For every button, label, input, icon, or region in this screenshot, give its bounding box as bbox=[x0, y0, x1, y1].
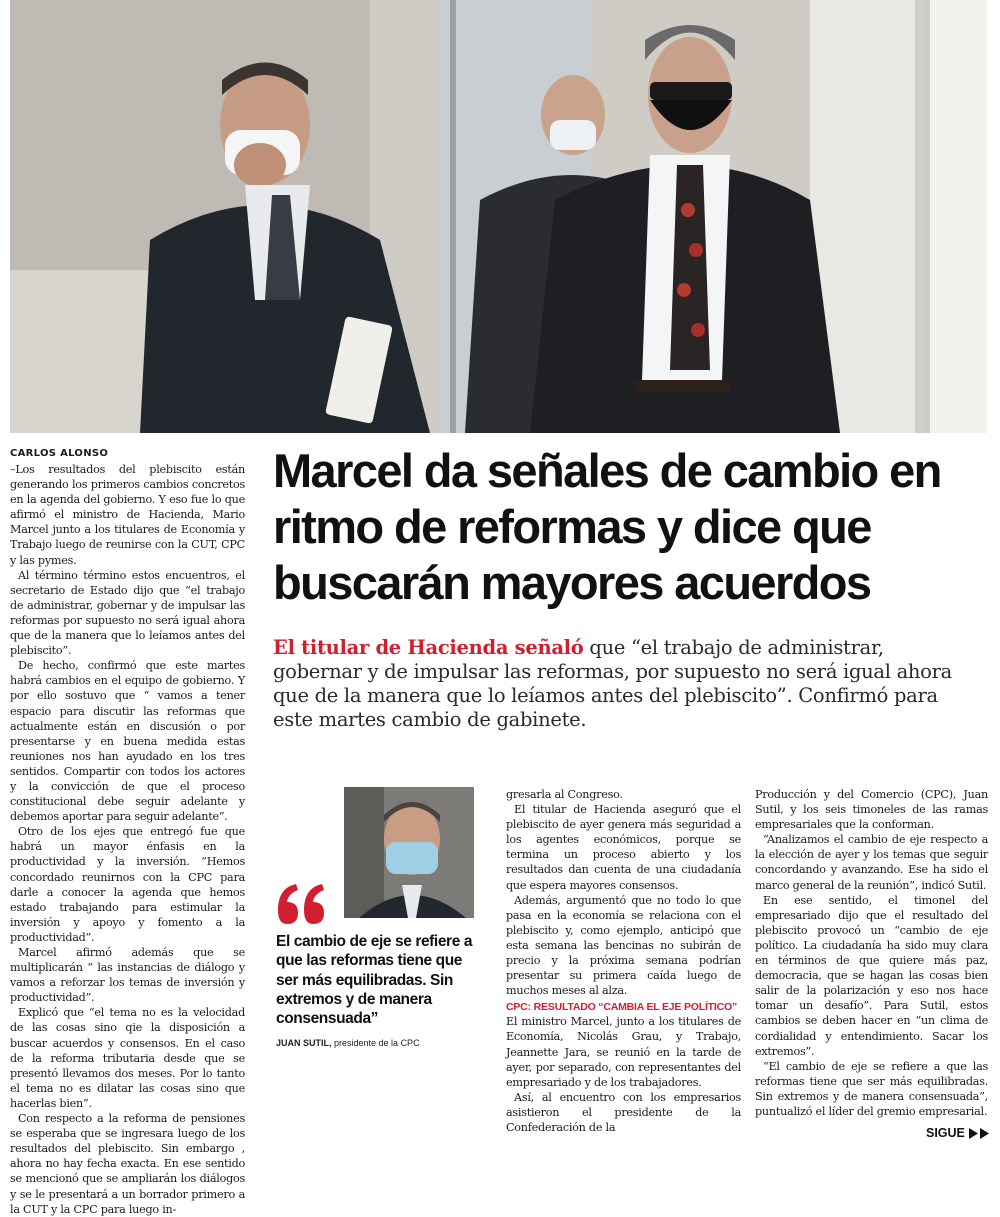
main-photo-illustration bbox=[10, 0, 987, 433]
paragraph: gresarla al Congreso. bbox=[506, 788, 623, 801]
paragraph: Así, al encuentro con los empresarios asistieron el presidente de la Confederación de la bbox=[506, 1090, 741, 1134]
paragraph: Producción y del Comercio (CPC), Juan Sutil, y los seis timoneles de las ramas empresariales que la conforman. bbox=[755, 788, 988, 832]
continue-marker bbox=[926, 1126, 990, 1140]
paragraph: Con respecto a la reforma de pensiones se esperaba que se ingresara luego de los resultados del plebiscito. Sin embargo , ahora no hay fecha exacta. En ese sentido se mencionó que se ampliarán los diálogos y se le presentará a un borrador primero a la CUT y la CPC para luego in- bbox=[10, 1112, 245, 1216]
quote-portrait bbox=[344, 787, 474, 918]
pull-quote: El cambio de eje se refiere a que las reformas tiene que ser más equilibradas. Sin extremos y de manera consensuada” bbox=[276, 933, 473, 1028]
paragraph: Marcel afirmó además que se multiplicarán “ las instancias de diálogo y vamos a reforzar los temas de inversión y productividad”. bbox=[10, 946, 245, 1005]
byline: CARLOS ALONSO bbox=[10, 448, 109, 459]
left-column bbox=[10, 462, 245, 1217]
paragraph: “El cambio de eje se refiere a que las reformas tiene que ser más equilibradas. Sin extremos y de manera consensuada”, puntualizó el líder del gremio empresarial. bbox=[755, 1059, 988, 1118]
quote-author: JUAN SUTIL, bbox=[276, 1038, 332, 1048]
paragraph: El titular de Hacienda aseguró que el plebiscito de ayer genera más seguridad a los agentes económicos, porque se termina un proceso abierto y los resultados dan cuenta de una ciudadanía que espera mayores consensos. bbox=[506, 803, 741, 892]
lead-paragraph bbox=[273, 636, 978, 732]
paragraph: Al término término estos encuentros, el secretario de Estado dijo que “el trabajo de administrar, gobernar y de impulsar las reformas por supuesto no será igual ahora que de la manera que lo leíamos antes del plebiscito”. bbox=[10, 568, 245, 658]
quote-role: presidente de la CPC bbox=[331, 1038, 420, 1048]
paragraph: Otro de los ejes que entregó fue que habrá un mayor énfasis en la productividad y la inversión. “Hemos concordado reunirnos con la CPC para darle a conocer la agenda que hemos estado trabajando para estimular la inversión y apoyo y fomento a la productividad”. bbox=[10, 825, 245, 944]
paragraph: En ese sentido, el timonel del empresariado dijo que el resultado del plebiscito provocó un “cambio de eje político. La ciudadanía ha sido muy clara en términos de que quiere más paz, democracia, que se hagan las cosas bien salir de la polarización y eso nos hace tomar un desafío”. Para Sutil, estos cambios se deben hacer en “un clima de cordialidad y entendimiento. Sacar los extremos”. bbox=[755, 893, 988, 1058]
headline: Marcel da señales de cambio en ritmo de reformas y dice que buscarán mayores acuerdos bbox=[273, 444, 941, 609]
quote-mark-icon bbox=[274, 880, 330, 926]
column-four bbox=[755, 787, 988, 1119]
paragraph: Explicó que “el tema no es la velocidad de las cosas sino qie la disposición a buscar acuerdos y consensos. En el caso de la reforma tributaria desde que se presentó llevamos dos meses. Por lo tanto el tema no es dilatar las cosas sino que hacerlas bien”. bbox=[10, 1006, 245, 1110]
quote-attribution bbox=[276, 1038, 486, 1048]
section-subhead: CPC: RESULTADO “CAMBIA EL EJE POLÍTICO” bbox=[506, 1001, 737, 1014]
paragraph: “Analizamos el cambio de eje respecto a la elección de ayer y los temas que seguir concordando y avanzando. Ese ha sido el marco general de la reunión”, indicó Sutil. bbox=[755, 833, 988, 892]
main-photo bbox=[10, 0, 987, 433]
lead-highlight: El titular de Hacienda señaló bbox=[273, 636, 584, 659]
paragraph: –Los resultados del plebiscito están generando los primeros cambios concretos en la agenda del gobierno. Y eso fue lo que afirmó el ministro de Hacienda, Mario Marcel junto a los titulares de Economía y Trabajo luego de reunirse con la CUT, CPC y las pymes. bbox=[10, 463, 245, 567]
paragraph: El ministro Marcel, junto a los titulares de Economía, Nicolás Grau, y Trabajo, Jeannette Jara, se reunió en la tarde de ayer, por separado, con representantes del empresariado y de los trabajadores. bbox=[506, 1015, 741, 1089]
paragraph: Además, argumentó que no todo lo que pasa en la economía se relaciona con el plebiscito y, como ejemplo, anticipó que esta semana las bencinas no subirán de precio y la próxima semana podrían presentar su primera caída luego de muchos meses al alza. bbox=[506, 893, 741, 998]
continue-label: SIGUE bbox=[926, 1126, 965, 1140]
column-three bbox=[506, 787, 741, 1135]
paragraph: De hecho, confirmó que este martes habrá cambios en el equipo de gobierno. Y por ello sostuvo que “ vamos a tener espacio para discutir las reformas que actualmente están en discusión o por presentarse y en buena medida estas reuniones nos han ayudado en los tres sentidos. Compartir con todos los actores y la convicción de que el proceso constitucional debe seguir adelante y debemos aportar para seguir adelante”. bbox=[10, 659, 245, 824]
portrait-illustration bbox=[344, 787, 474, 918]
double-arrow-icon bbox=[968, 1128, 990, 1139]
lead-text: que “el trabajo de administrar, gobernar y de impulsar las reformas, por supuesto no será igual ahora que de la manera que lo leíamos antes del plebiscito”. Confirmó para este martes cambio de gabinete. bbox=[273, 636, 952, 731]
